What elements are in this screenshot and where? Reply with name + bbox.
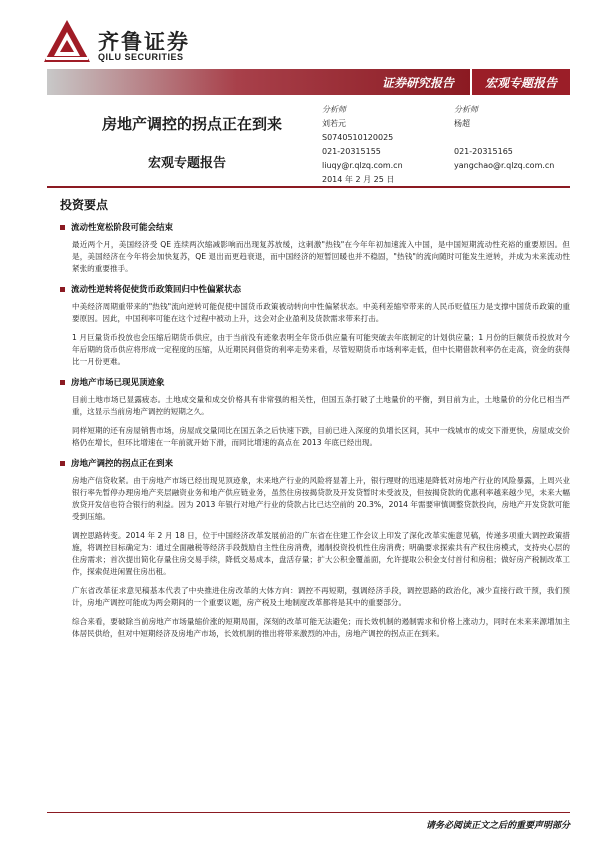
bullet-title: 流动性逆转将促使货币政策回归中性偏紧状态 [71,285,242,295]
banner-left [47,69,470,95]
analyst-phone: 021-20315165 [454,147,513,156]
bullet-heading [60,221,570,233]
analyst-email[interactable]: liuqy@r.qlzq.com.cn [322,161,403,170]
bullet-heading [60,376,570,388]
bullet-title: 流动性宽松阶段可能会结束 [71,223,174,233]
paragraph: 中美经济周期重带来的"热钱"流向逆转可能促使中国货币政策被动转向中性偏紧状态。中美利差缩窄带来的人民币贬值压力是支撑中国货币政策的重要原因。因此，中国利率可能在这个过程中被动上升，这会对企业盈利及货款需求带来打击。 [72,302,570,323]
report-subtitle: 宏观专题报告 [148,156,227,171]
square-bullet-icon [60,380,65,385]
paragraph: 最近两个月，美国经济受 QE 连续两次缩减影响而出现复苏放缓，这刺激"热钱"在今年年初加速流入中国，是中国短期流动性充裕的重要原因。但是，美国经济在今年将会加快复苏，QE 退出而更趋衰退，而中国经济的短暂回暖也并不稳固，"热钱"的流向随时可能发生逆转，并成为未来流动性紧张的重要推手。 [72,240,570,273]
bullet-title: 房地产市场已现见顶迹象 [71,378,165,388]
main-content [60,196,570,647]
banner-right [470,69,570,95]
header-banner [47,69,570,95]
report-title: 房地产调控的拐点正在到来 [102,115,283,133]
paragraph: 广东省改革征求意见稿基本代表了中央推进住房改革的大体方向：调控不再短期，强调经济手段，调控思路的政治化，减少直接行政干预，我们预计，房地产调控可能成为两会期间的一个重要议题，房产税及土地制度改革都将是其中的重要部分。 [72,586,570,607]
report-date: 2014 年 2 月 25 日 [322,175,395,184]
paragraph: 综合来看，要破除当前房地产市场量缩价涨的短期局面，深刻的改革可能无法避免；而长效机制的遏制需求和价格上涨动力，同时在未来来源增加主体居民供给，但对中短期经济及房地产市场，长效机制的推出将带来激烈的冲击，房地产调控的拐点正在到来。 [72,617,570,638]
company-logo [42,18,222,66]
banner-report-type: 证券研究报告 [381,75,454,90]
analyst-label: 分析师 [322,105,346,114]
square-bullet-icon [60,287,65,292]
logo-english-name: QILU SECURITIES [98,52,184,62]
analyst-name: 刘若元 [322,119,346,128]
disclaimer-footer: 请务必阅读正文之后的重要声明部分 [425,821,570,831]
section-title: 投资要点 [60,198,109,212]
analyst-phone: 021-20315155 [322,147,381,156]
divider-top [47,186,570,188]
bullet-title: 房地产调控的拐点正在到来 [71,459,174,469]
analyst-label: 分析师 [454,105,478,114]
qilu-logo-icon [42,18,92,64]
paragraph: 同样短期的还有房屋销售市场，房屋成交量同比在国五条之后快速下跌，目前已进入深度的负增长区间，其中一线城市的成交下滑更快，房屋成交价格仍在增长，但环比增速在一年前就开始下滑，而同比增速的高点在 2013 年底已经出现。 [72,426,570,447]
paragraph: 调控思路转变。2014 年 2 月 18 日，位于中国经济改革发展前沿的广东省在住建工作会议上印发了深化改革实施意见稿，传递多项重大调控政策措施，将调控目标确定为：通过全面融税等经济手段鼓励自主性住房消费，遏制投资投机性住房消费；明确要求探索共有产权住房模式，支持央心层的住房需求；首次提出简化存量住房交易手续，降低交易成本，盘活存量；扩大公积金覆盖面，允许提取公积金支付首付和房租；做好房产税制改革工作，探索促进闲置住房出租。 [72,531,570,576]
paragraph: 1 月巨量货币投放也会压缩后期货币供应，由于当前没有迹象表明全年货币供应量有可能突破去年底制定的计划供应量；1 月份的巨额货币投放对今年后期的货币供应将形成一定程度的压缩，从近期民间借贷的利率走势来看，尽管短期货币市场利率走低，但中长期借款利率仍在走高，资金的获得比一月份更难。 [72,333,570,366]
analyst-cert [454,131,554,145]
bullet-heading [60,283,570,295]
square-bullet-icon [60,461,65,466]
analyst-block-1 [322,103,403,187]
analyst-name: 杨超 [454,119,470,128]
bullet-heading [60,457,570,469]
analyst-block-2 [454,103,554,173]
logo-chinese-name: 齐鲁证券 [98,30,190,54]
paragraph: 房地产信贷收紧。由于房地产市场已经出现见顶迹象，未来地产行业的风险将显著上升，银行理财的迅速是降低对房地产行业的风险暴露，上周兴业银行率先暂停办理房地产夹层融资业务和地产供应链业务，虽然住房按揭贷款及开发贷暂时未受波及，但按揭贷款的优惠利率越来越少见，未来大幅放贷开发信也符合银行的利益。因为 2013 年银行对地产行业的贷款占比已达空前的 20.3%，2014 年需要审慎调整贷款投向，房地产开发贷款可能受到压缩。 [72,476,570,521]
banner-report-category: 宏观专题报告 [484,75,557,90]
square-bullet-icon [60,225,65,230]
paragraph: 目前土地市场已显露疲态。土地成交量和成交价格具有非常强的相关性，但国五条打破了土地量价的平衡，到目前为止，土地量价的分化已相当严重，这显示当前房地产调控的短期之久。 [72,395,570,416]
divider-bottom [47,812,570,813]
analyst-cert: S0740510120025 [322,133,394,142]
analyst-email[interactable]: yangchao@r.qlzq.com.cn [454,161,555,170]
